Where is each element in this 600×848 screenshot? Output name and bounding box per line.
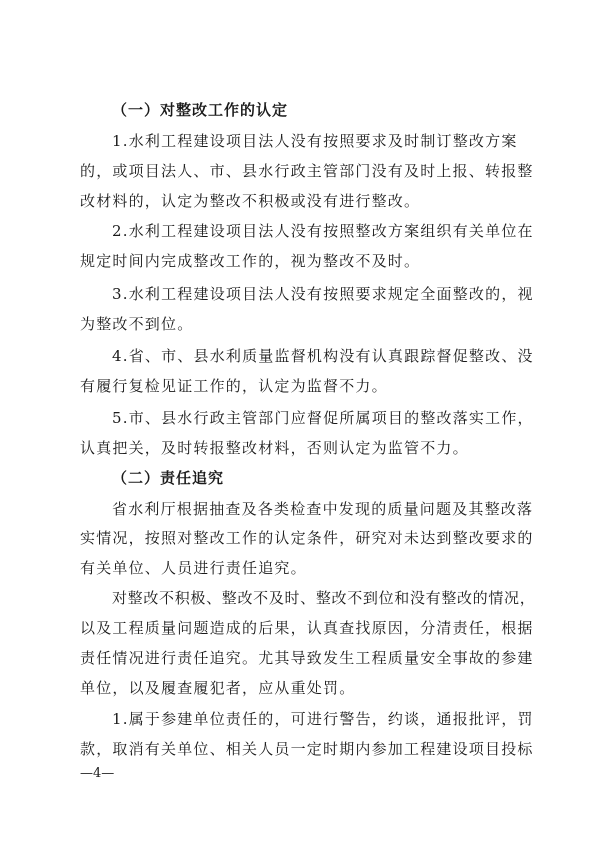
paragraph-line: 5.市、县水行政主管部门应督促所属项目的整改落实工作， (112, 409, 534, 427)
paragraph-line: 有履行复检见证工作的，认定为监督不力。 (80, 377, 388, 395)
paragraph-line: 规定时间内完成整改工作的，视为整改不及时。 (80, 252, 421, 270)
paragraph-line: 单位，以及履查履犯者，应从重处罚。 (80, 679, 356, 697)
paragraph-line: 为整改不到位。 (80, 315, 194, 333)
paragraph-line: 的，或项目法人、市、县水行政主管部门没有及时上报、转报整 (80, 162, 534, 180)
paragraph-line: 实情况，按照对整改工作的认定条件，研究对未达到整改要求的 (80, 529, 534, 547)
paragraph-line: 省水利厅根据抽查及各类检查中发现的质量问题及其整改落 (112, 500, 534, 518)
section-heading-1: （一）对整改工作的认定 (112, 101, 289, 119)
page-number: —4— (80, 766, 115, 781)
paragraph-line: 认真把关，及时转报整改材料，否则认定为监管不力。 (80, 439, 469, 457)
section-heading-2: （二）责任追究 (112, 469, 225, 487)
paragraph-line: 2.水利工程建设项目法人没有按照整改方案组织有关单位在 (112, 222, 534, 240)
paragraph-line: 款，取消有关单位、相关人员一定时期内参加工程建设项目投标 (80, 740, 534, 758)
paragraph-line: 1.水利工程建设项目法人没有按照要求及时制订整改方案 (112, 132, 518, 150)
paragraph-line: 1.属于参建单位责任的，可进行警告，约谈，通报批评，罚 (112, 710, 534, 728)
paragraph-line: 责任情况进行责任追究。尤其导致发生工程质量安全事故的参建 (80, 649, 534, 667)
paragraph-line: 有关单位、人员进行责任追究。 (80, 559, 307, 577)
paragraph-line: 对整改不积极、整改不及时、整改不到位和没有整改的情况， (112, 589, 536, 607)
paragraph-line: 3.水利工程建设项目法人没有按照要求规定全面整改的，视 (112, 285, 534, 303)
paragraph-line: 以及工程质量问题造成的后果，认真查找原因，分清责任，根据 (80, 619, 534, 637)
paragraph-line: 4.省、市、县水利质量监督机构没有认真跟踪督促整改、没 (112, 347, 534, 365)
paragraph-line: 改材料的，认定为整改不积极或没有进行整改。 (80, 192, 421, 210)
